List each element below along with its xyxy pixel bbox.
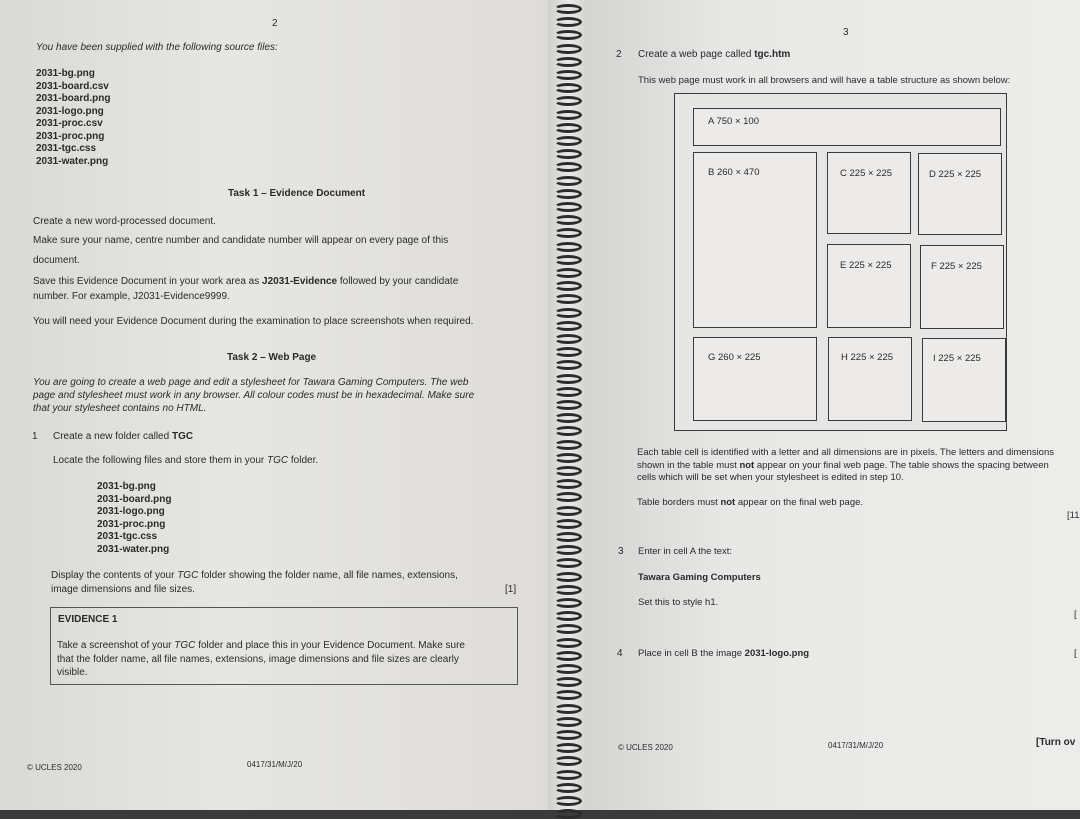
q1-locate: Locate the following files and store them in your TGC folder.: [53, 455, 319, 466]
binding-coil: [554, 30, 582, 40]
binding-coil: [554, 57, 582, 67]
file-name: 2031-board.png: [97, 493, 172, 505]
task1-paragraph: Create a new word-processed document.: [33, 216, 216, 227]
file-name: 2031-proc.csv: [36, 118, 103, 129]
table-cell-c: C 225 × 225: [827, 152, 911, 234]
source-file-list: [36, 68, 110, 168]
binding-coil: [554, 228, 582, 238]
q2-paragraph: cells which will be set when your stylesheet is edited in step 10.: [637, 472, 904, 483]
table-cell-g: G 260 × 225: [693, 337, 817, 421]
file-name: 2031-board.png: [36, 93, 111, 104]
evidence-text: that the folder name, all file names, extensions, image dimensions and file sizes are clearly: [57, 654, 459, 665]
q2-text: Create a web page called tgc.htm: [638, 49, 791, 60]
file-name: 2031-board.csv: [36, 80, 109, 92]
binding-coil: [554, 638, 582, 648]
binding-coil: [554, 123, 582, 133]
binding-coil: [554, 162, 582, 172]
evidence-text: visible.: [57, 667, 88, 678]
binding-coil: [554, 70, 582, 80]
q1-marks: [1]: [505, 584, 517, 595]
binding-coil: [554, 17, 582, 27]
binding-coil: [554, 334, 582, 344]
q1-text: Create a new folder called TGC: [53, 431, 194, 442]
q2-paragraph: shown in the table must not appear on your final web page. The table shows the spacing between: [637, 460, 1049, 471]
footer-copyright: © UCLES 2020: [618, 743, 673, 752]
binding-coil: [554, 743, 582, 753]
binding-coil: [554, 440, 582, 450]
table-cell-b: B 260 × 470: [693, 152, 817, 328]
binding-coil: [554, 690, 582, 700]
task1-title: Task 1 – Evidence Document: [228, 188, 366, 199]
binding-coil: [554, 651, 582, 661]
q4-text: Place in cell B the image 2031-logo.png: [638, 648, 810, 659]
evidence-title: EVIDENCE 1: [58, 614, 118, 625]
binding-coil: [554, 558, 582, 568]
table-cell-i: I 225 × 225: [922, 338, 1006, 422]
task1-paragraph: Save this Evidence Document in your work area as J2031-Evidence followed by your candidate: [33, 276, 459, 287]
binding-coil: [554, 202, 582, 212]
question-number: 4: [617, 648, 623, 659]
binding-coil: [554, 492, 582, 502]
footer-code: 0417/31/M/J/20: [247, 760, 303, 769]
q3-value: Tawara Gaming Computers: [638, 572, 761, 583]
binding-coil: [554, 242, 582, 252]
binding-coil: [554, 149, 582, 159]
binding-coil: [554, 572, 582, 582]
binding-coil: [554, 400, 582, 410]
binding-coil: [554, 664, 582, 674]
binding-coil: [554, 110, 582, 120]
binding-coil: [554, 809, 582, 819]
binding-coil: [554, 756, 582, 766]
binding-coil: [554, 387, 582, 397]
binding-coil: [554, 176, 582, 186]
file-name: 2031-tgc.css: [97, 531, 158, 542]
binding-coil: [554, 717, 582, 727]
binding-coil: [554, 413, 582, 423]
binding-coil: [554, 545, 582, 555]
task1-paragraph: document.: [33, 255, 80, 266]
task1-paragraph: Make sure your name, centre number and candidate number will appear on every page of this: [33, 235, 449, 246]
binding-coil: [554, 215, 582, 225]
question-number: 2: [616, 49, 622, 60]
q2-paragraph: Table borders must not appear on the final web page.: [637, 497, 864, 508]
file-name: 2031-water.png: [36, 155, 109, 167]
binding-coil: [554, 730, 582, 740]
binding-coil: [554, 453, 582, 463]
binding-coil: [554, 466, 582, 476]
binding-coil: [554, 83, 582, 93]
binding-coil: [554, 294, 582, 304]
file-name: 2031-logo.png: [36, 105, 104, 117]
page-number: 3: [843, 27, 849, 38]
binding-coil: [554, 281, 582, 291]
table-cell-e: E 225 × 225: [827, 244, 911, 328]
file-name: 2031-water.png: [97, 543, 170, 555]
q2-paragraph: Each table cell is identified with a letter and all dimensions are in pixels. The letters and dimensions: [637, 447, 1054, 458]
spiral-binding: [548, 0, 590, 810]
binding-coil: [554, 532, 582, 542]
q1-display: image dimensions and file sizes.: [51, 584, 195, 595]
footer-turn-over: [Turn ov: [1036, 737, 1076, 748]
binding-coil: [554, 770, 582, 780]
q3-text: Enter in cell A the text:: [638, 546, 732, 557]
binding-coil: [554, 426, 582, 436]
q1-file-list: [97, 481, 171, 556]
binding-coil: [554, 677, 582, 687]
binding-coil: [554, 374, 582, 384]
page-number: 2: [272, 18, 278, 29]
binding-coil: [554, 4, 582, 14]
file-name: 2031-tgc.css: [36, 143, 97, 154]
binding-coil: [554, 321, 582, 331]
binding-coil: [554, 479, 582, 489]
binding-coil: [554, 255, 582, 265]
file-name: 2031-logo.png: [97, 506, 165, 517]
task1-paragraph: number. For example, J2031-Evidence9999.: [33, 291, 230, 302]
right-page: [585, 0, 1080, 810]
file-name: 2031-proc.png: [97, 518, 166, 530]
binding-coil: [554, 611, 582, 621]
q4-marks: [: [1074, 648, 1077, 659]
task2-intro: that your stylesheet contains no HTML.: [33, 403, 207, 414]
binding-coil: [554, 347, 582, 357]
footer-code: 0417/31/M/J/20: [828, 741, 884, 750]
task2-title: Task 2 – Web Page: [227, 352, 317, 363]
binding-coil: [554, 136, 582, 146]
binding-coil: [554, 598, 582, 608]
binding-coil: [554, 624, 582, 634]
binding-coil: [554, 585, 582, 595]
binding-coil: [554, 268, 582, 278]
footer-copyright: © UCLES 2020: [27, 763, 82, 772]
table-cell-f: F 225 × 225: [920, 245, 1004, 329]
q3-style: Set this to style h1.: [638, 597, 719, 608]
binding-coil: [554, 796, 582, 806]
file-name: 2031-bg.png: [97, 481, 156, 492]
evidence-box: [50, 607, 518, 685]
binding-coil: [554, 783, 582, 793]
question-number: 1: [32, 431, 38, 442]
binding-coil: [554, 308, 582, 318]
evidence-text: Take a screenshot of your TGC folder and place this in your Evidence Document. Make sure: [57, 640, 465, 651]
binding-coil: [554, 506, 582, 516]
table-cell-a: A 750 × 100: [693, 108, 1001, 146]
intro-text: You have been supplied with the following source files:: [36, 42, 278, 53]
question-number: 3: [618, 546, 624, 557]
table-cell-d: D 225 × 225: [918, 153, 1002, 235]
binding-coil: [554, 519, 582, 529]
file-name: 2031-bg.png: [36, 68, 95, 79]
task2-intro: You are going to create a web page and edit a stylesheet for Tawara Gaming Computers. The web: [33, 377, 469, 388]
task2-intro: page and stylesheet must work in any browser. All colour codes must be in hexadecimal. Make sure: [33, 390, 475, 401]
binding-coil: [554, 704, 582, 714]
q2-marks: [11: [1067, 510, 1080, 521]
binding-coil: [554, 44, 582, 54]
table-cell-h: H 225 × 225: [828, 337, 912, 421]
q2-subtext: This web page must work in all browsers and will have a table structure as shown below:: [638, 75, 1011, 86]
q3-marks: [: [1074, 609, 1077, 620]
q1-display: Display the contents of your TGC folder showing the folder name, all file names, extensions,: [51, 570, 458, 581]
task1-paragraph: You will need your Evidence Document during the examination to place screenshots when required.: [33, 316, 474, 327]
binding-coil: [554, 189, 582, 199]
binding-coil: [554, 360, 582, 370]
file-name: 2031-proc.png: [36, 130, 105, 142]
binding-coil: [554, 96, 582, 106]
